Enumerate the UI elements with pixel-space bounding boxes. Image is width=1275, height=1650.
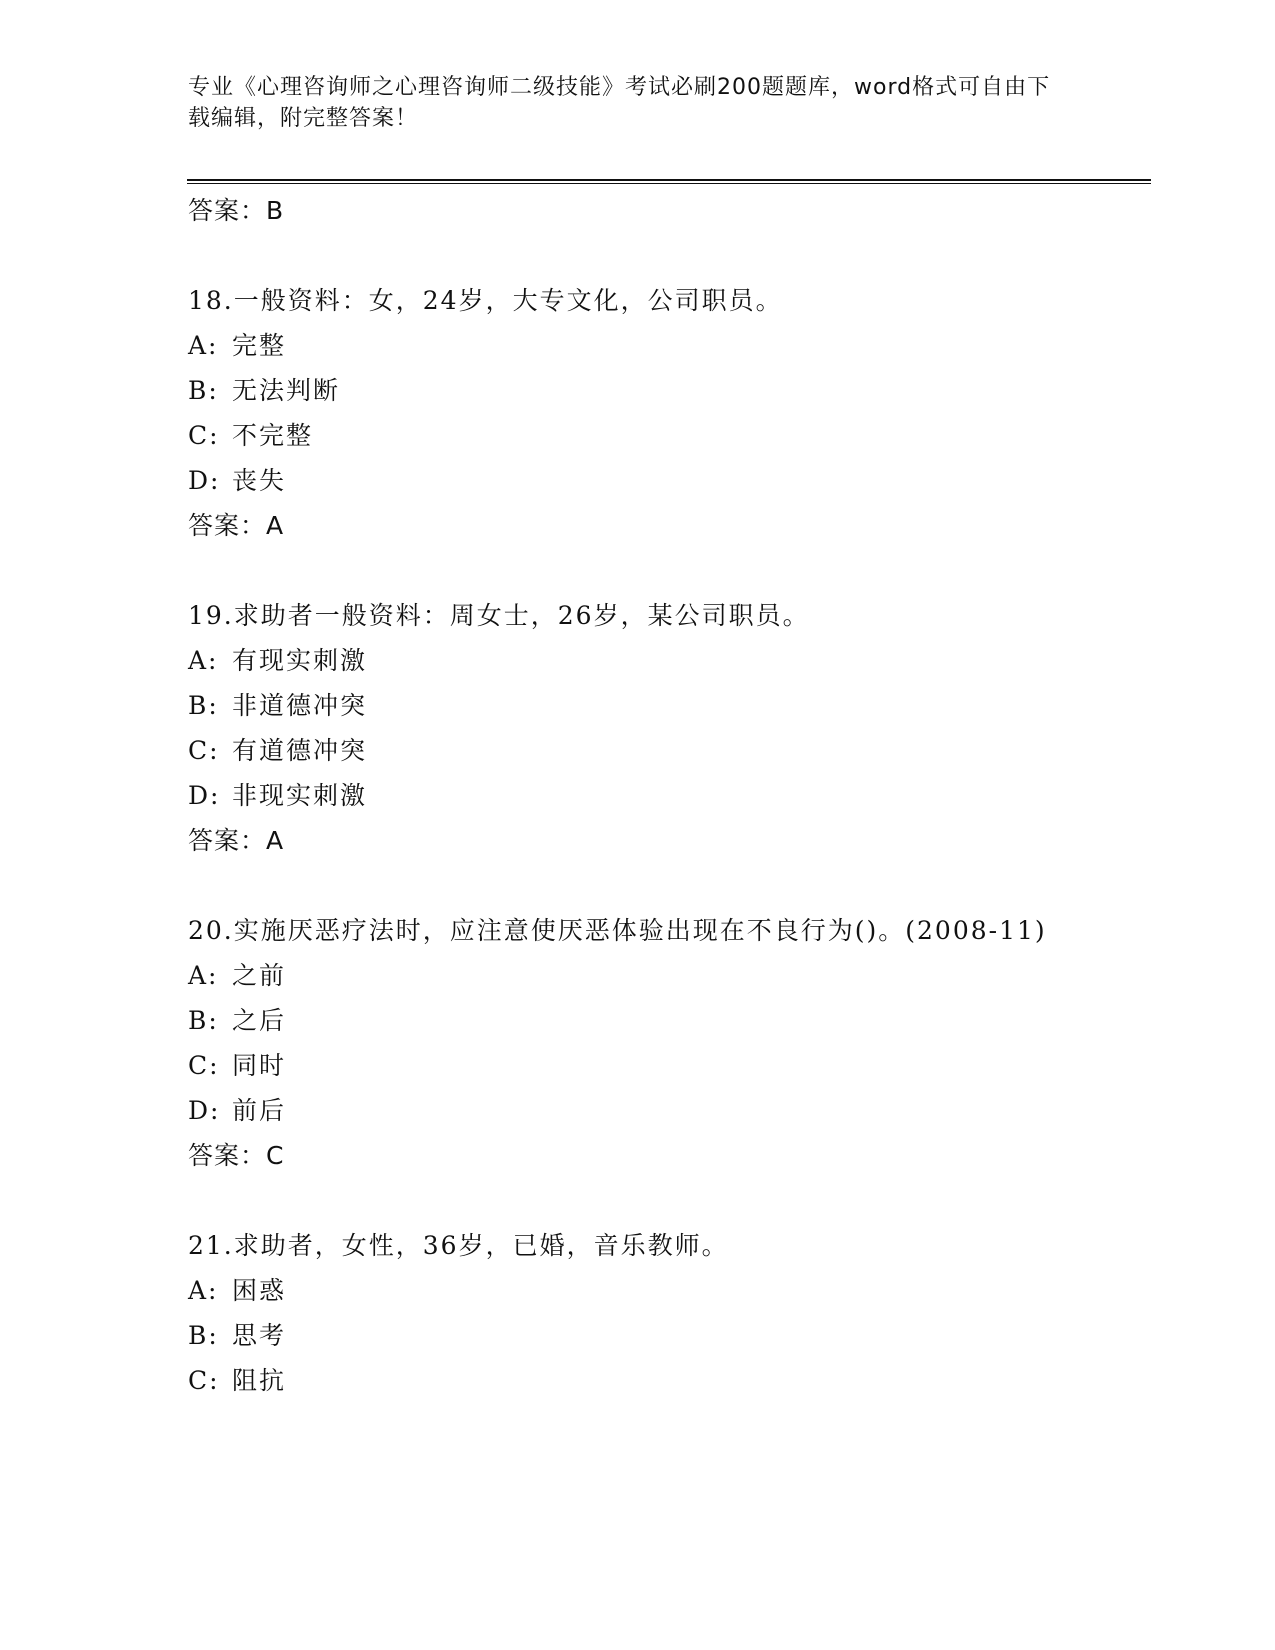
option-d [188, 1088, 1068, 1133]
question-list [188, 188, 1068, 1403]
option-text: 有现实刺激 [232, 646, 368, 675]
question-text: 18.一般资料：女，24岁，大专文化，公司职员。 [188, 286, 783, 315]
option-letter: B: [188, 691, 219, 720]
option-d [188, 458, 1068, 503]
option-letter: B: [188, 376, 219, 405]
answer-line: 答案：A [188, 826, 285, 855]
question-19 [188, 593, 1068, 863]
option-b [188, 998, 1068, 1043]
option-text: 之前 [232, 961, 287, 990]
option-c [188, 1358, 1068, 1403]
option-letter: C: [188, 421, 220, 450]
question-text: 20.实施厌恶疗法时，应注意使厌恶体验出现在不良行为()。(2008-11) [188, 916, 1047, 945]
question-20 [188, 908, 1068, 1178]
option-letter: A: [188, 1276, 219, 1305]
option-letter: D: [188, 466, 221, 495]
question-18 [188, 278, 1068, 548]
answer-line: 答案：A [188, 511, 285, 540]
option-text: 有道德冲突 [232, 736, 368, 765]
option-letter: D: [188, 781, 221, 810]
option-b [188, 683, 1068, 728]
option-text: 非现实刺激 [232, 781, 368, 810]
option-b [188, 1313, 1068, 1358]
option-text: 困惑 [232, 1276, 287, 1305]
option-text: 无法判断 [232, 376, 341, 405]
option-a [188, 953, 1068, 998]
option-text: 阻抗 [232, 1366, 287, 1395]
option-text: 完整 [232, 331, 287, 360]
document-header: 专业《心理咨询师之心理咨询师二级技能》考试必刷200题题库，word格式可自由下载编辑，附完整答案！ [188, 75, 1051, 131]
option-letter: D: [188, 1096, 221, 1125]
option-text: 丧失 [232, 466, 287, 495]
option-letter: A: [188, 646, 219, 675]
option-text: 不完整 [232, 421, 314, 450]
option-letter: A: [188, 961, 219, 990]
option-letter: C: [188, 1366, 220, 1395]
question-text: 21.求助者，女性，36岁，已婚，音乐教师。 [188, 1231, 729, 1260]
answer-line: 答案：C [188, 1141, 285, 1170]
question-text: 19.求助者一般资料：周女士，26岁，某公司职员。 [188, 601, 810, 630]
option-b [188, 368, 1068, 413]
option-c [188, 413, 1068, 458]
option-c [188, 728, 1068, 773]
option-text: 思考 [232, 1321, 287, 1350]
option-text: 前后 [232, 1096, 287, 1125]
option-text: 之后 [232, 1006, 287, 1035]
option-c [188, 1043, 1068, 1088]
option-letter: C: [188, 1051, 220, 1080]
question-21 [188, 1223, 1068, 1403]
header-divider-thin [187, 183, 1151, 184]
option-text: 非道德冲突 [232, 691, 368, 720]
option-letter: B: [188, 1006, 219, 1035]
option-letter: B: [188, 1321, 219, 1350]
option-a [188, 323, 1068, 368]
option-letter: A: [188, 331, 219, 360]
answer-line: 答案：B [188, 196, 285, 225]
option-a [188, 638, 1068, 683]
option-letter: C: [188, 736, 220, 765]
option-d [188, 773, 1068, 818]
option-text: 同时 [232, 1051, 287, 1080]
header-divider [187, 179, 1151, 181]
option-a [188, 1268, 1068, 1313]
